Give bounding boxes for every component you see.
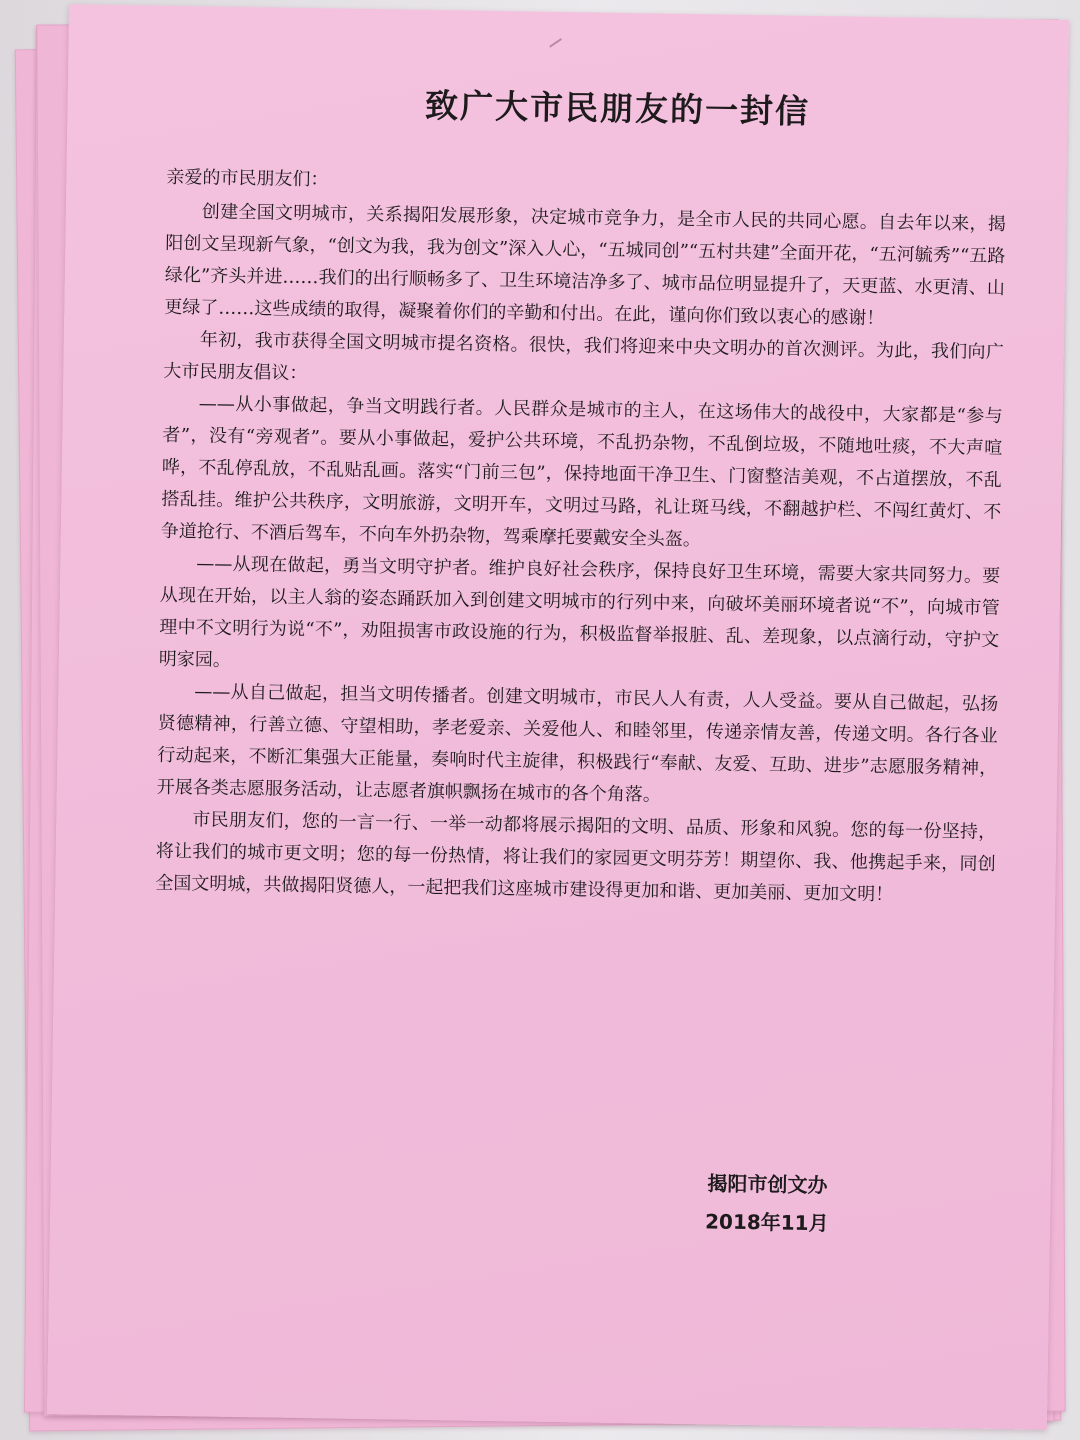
letter-paragraph-6: 市民朋友们，您的一言一行、一举一动都将展示揭阳的文明、品质、形象和风貌。您的每一份坚持，将让我们的城市更文明；您的每一份热情，将让我们的家园更文明芬芳！期望你、我、他携起手来，同创全国文明城，共做揭阳贤德人，一起把我们这座城市建设得更加和谐、更加美丽、更加文明！ (155, 809, 997, 906)
letter-content (155, 76, 1008, 913)
pen-mark (549, 38, 562, 48)
letter-salutation: 亲爱的市民朋友们： (166, 166, 329, 191)
letter-paragraph-4: ——从现在做起，勇当文明守护者。维护良好社会秩序，保持良好卫生环境，需要大家共同努力。要从现在开始，以主人翁的姿态踊跃加入到创建文明城市的行列中来，向破坏美丽环境者说“不”，向城市管理中不文明行为说“不”，劝阻损害市政设施的行为，积极监督举报脏、乱、差现象，以点滴行动，守护文明家园。 (158, 553, 1001, 671)
letter-signature (705, 1164, 830, 1242)
letter-title: 致广大市民朋友的一封信 (424, 85, 811, 131)
letter-paragraph-2: 年初，我市获得全国文明城市提名资格。很快，我们将迎来中央文明办的首次测评。为此，我们向广大市民朋友倡议： (163, 329, 1004, 385)
letter-paragraph-1: 创建全国文明城市，关系揭阳发展形象，决定城市竞争力，是全市人民的共同心愿。自去年以来，揭阳创文呈现新气象，“创文为我，我为创文”深入人心，“五城同创”“五村共建”全面开花，“五河毓秀”“五路绿化”齐头并进……我们的出行顺畅多了、卫生环境洁净多了、城市品位明显提升了，天更蓝、水更清、山更绿了……这些成绩的取得，凝聚着你们的辛勤和付出。在此，谨向你们致以衷心的感谢！ (164, 201, 1006, 330)
letter-paragraph-3: ——从小事做起，争当文明践行者。人民群众是城市的主人，在这场伟大的战役中，大家都是“参与者”，没有“旁观者”。要从小事做起，爱护公共环境，不乱扔杂物，不乱倒垃圾，不随地吐痰，不大声喧哗，不乱停乱放，不乱贴乱画。落实“门前三包”，保持地面干净卫生、门窗整洁美观，不占道摆放，不乱搭乱挂。维护公共秩序，文明旅游，文明开车，文明过马路，礼让斑马线，不翻越护栏、不闯红黄灯、不争道抢行、不酒后驾车，不向车外扔杂物，驾乘摩托要戴安全头盔。 (160, 393, 1003, 551)
signature-organization: 揭阳市创文办 (707, 1171, 828, 1198)
signature-date: 2018年11月 (704, 1209, 829, 1236)
letter-paragraph-5: ——从自己做起，担当文明传播者。创建文明城市，市民人人有责，人人受益。要从自己做起，弘扬贤德精神，行善立德、守望相助，孝老爱亲、关爱他人、和睦邻里，传递亲情友善，传递文明。各行各业行动起来，不断汇集强大正能量，奏响时代主旋律，积极践行“奉献、友爱、互助、进步”志愿服务精神，开展各类志愿服务活动，让志愿者旗帜飘扬在城市的各个角落。 (156, 681, 999, 806)
letter-sheet (47, 4, 1069, 1430)
